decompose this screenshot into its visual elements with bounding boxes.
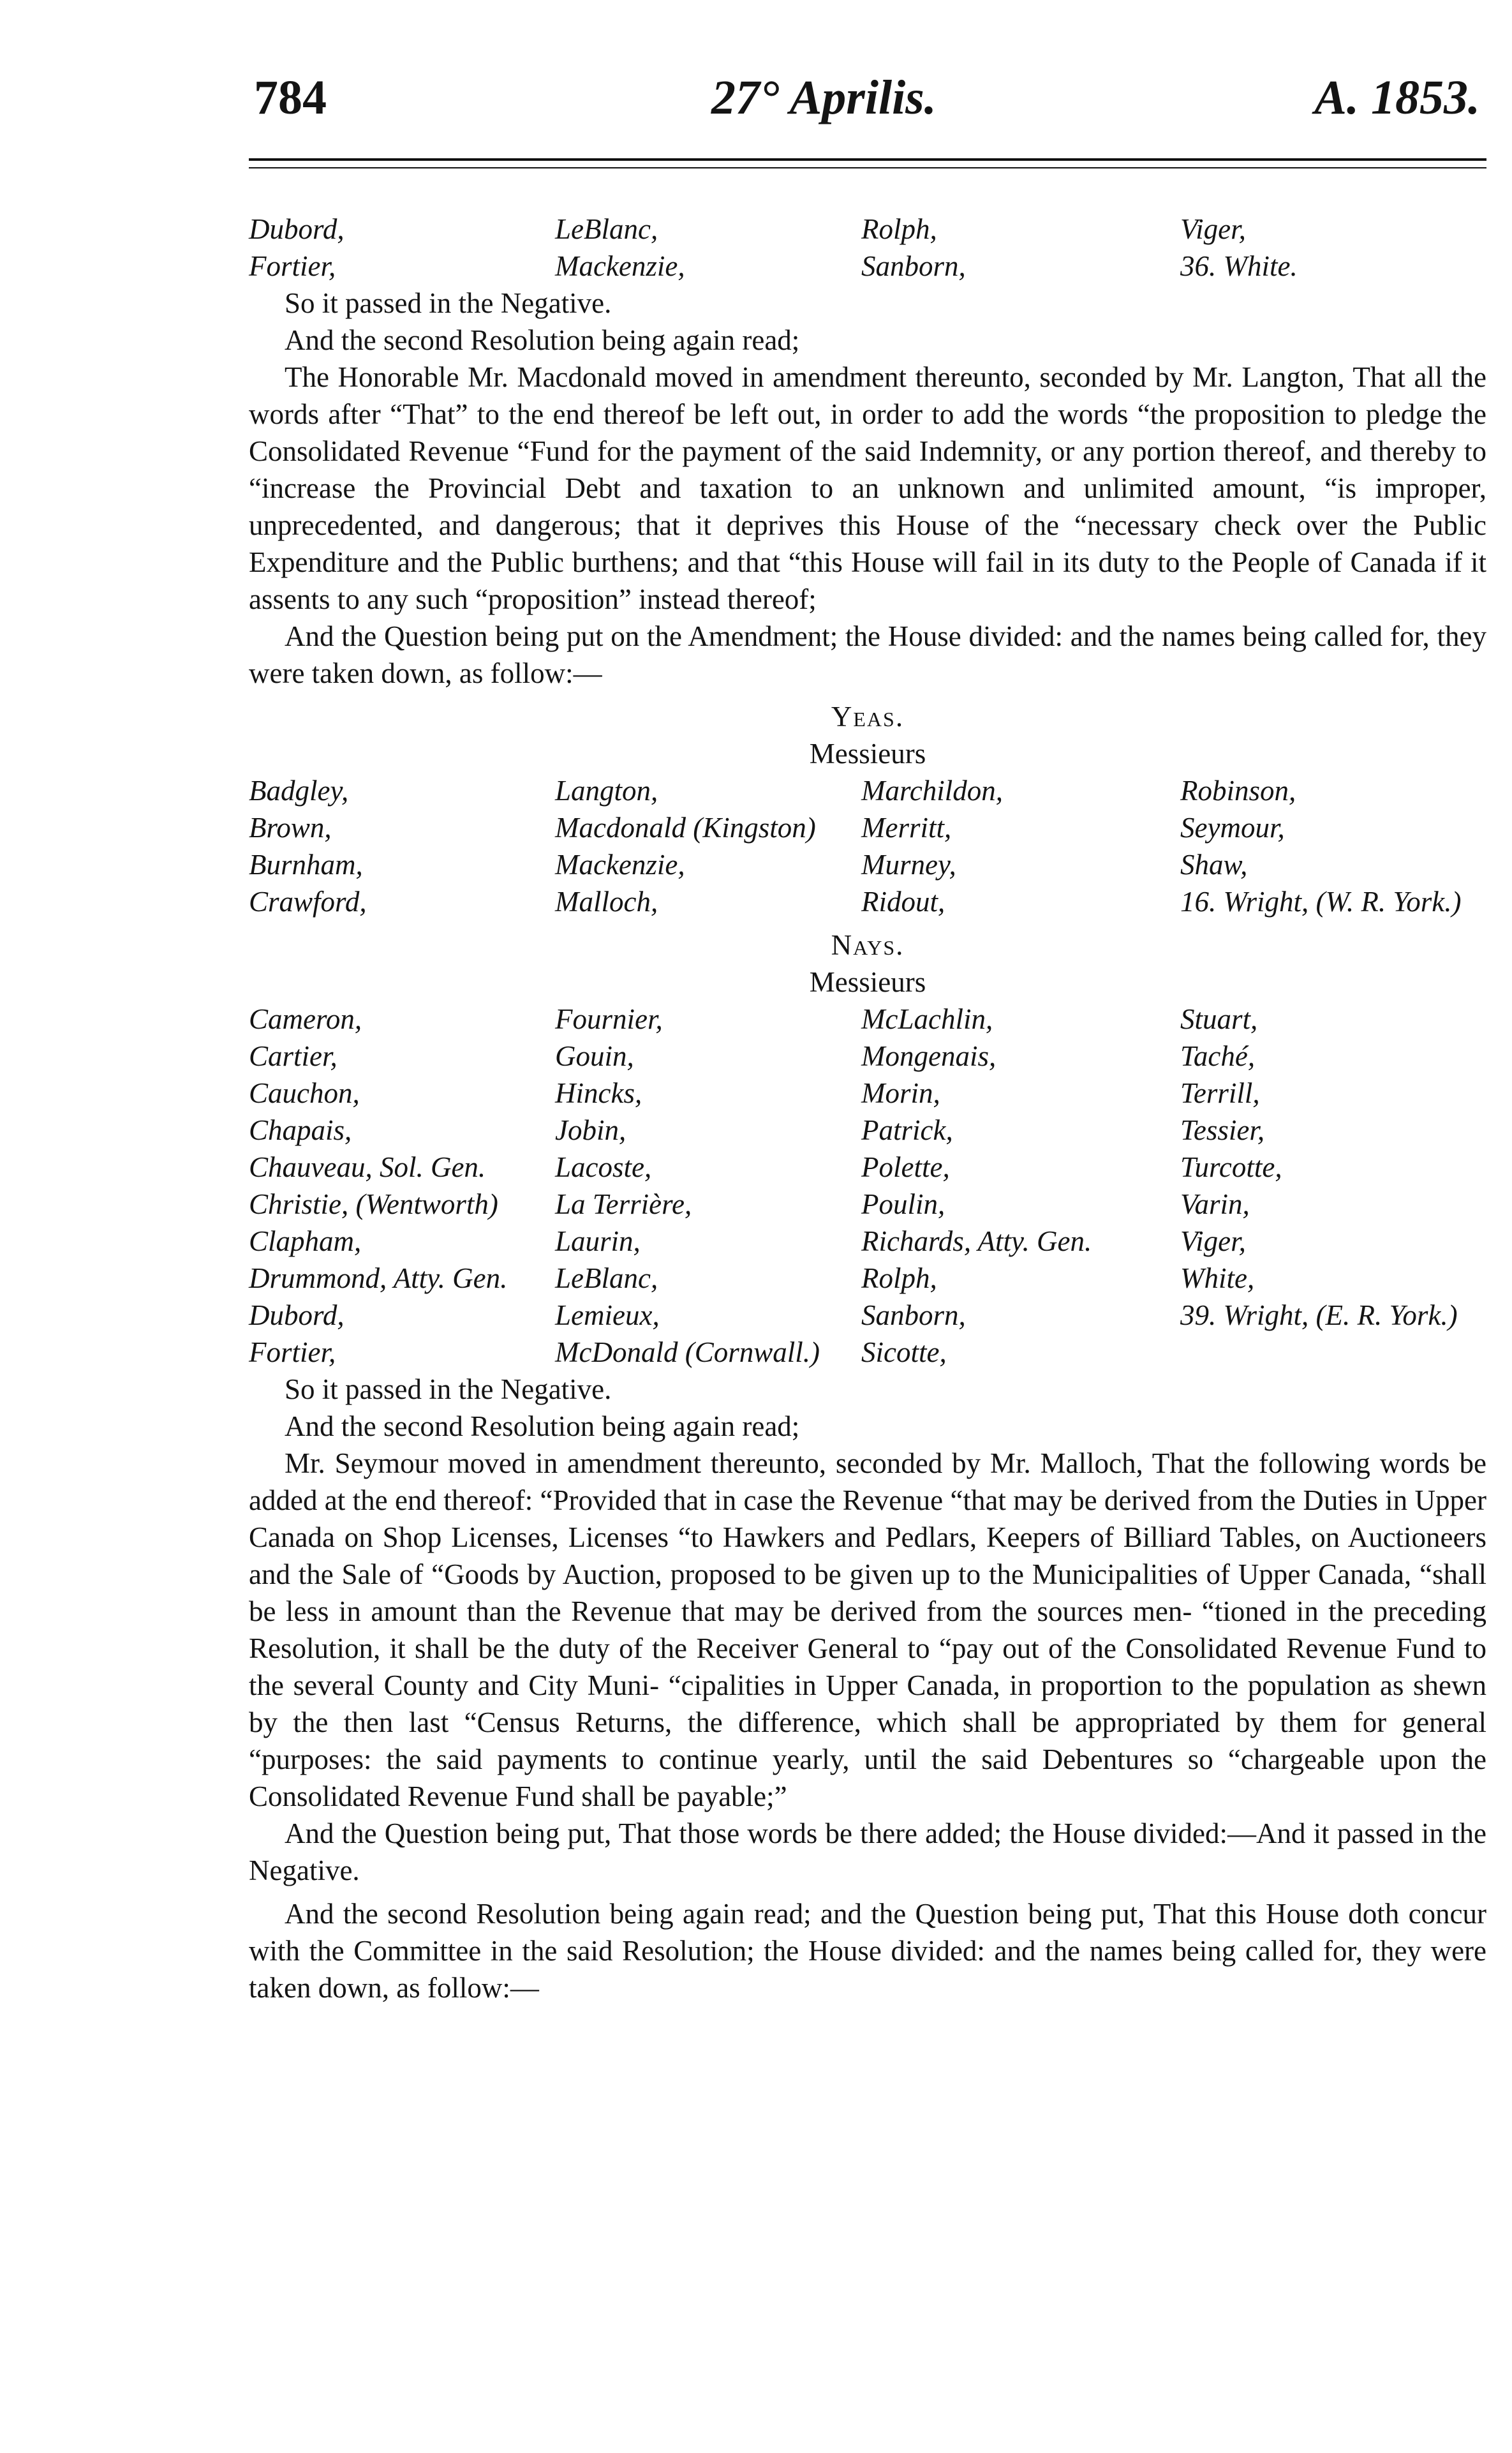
name-entry: Viger, xyxy=(1180,1225,1246,1257)
name-entry: Dubord, xyxy=(249,213,345,245)
name-entry xyxy=(1180,1334,1486,1371)
name-entry: Sicotte, xyxy=(861,1336,947,1368)
yeas-list xyxy=(249,772,1486,920)
name-entry: Patrick, xyxy=(861,1114,953,1146)
name-entry: Taché, xyxy=(1180,1040,1256,1072)
nays-list xyxy=(249,1001,1486,1371)
name-entry: Shaw, xyxy=(1180,849,1248,881)
name-entry: Viger, xyxy=(1180,213,1246,245)
paragraph-final: And the second Resolution being again read; and the Question being put, That this House doth concur with the Committee in the said Resolution; the House divided: and the names being called for, they were taken down, as follow:— xyxy=(249,1898,1486,2004)
yeas-subheading: Messieurs xyxy=(809,738,926,770)
name-entry: Drummond, Atty. Gen. xyxy=(249,1262,508,1294)
name-entry: Mackenzie, xyxy=(555,849,685,881)
name-entry: Lemieux, xyxy=(555,1299,660,1331)
name-entry: Chapais, xyxy=(249,1114,352,1146)
paragraph-negative: So it passed in the Negative. xyxy=(285,1373,612,1405)
paragraph-amendment-seymour: Mr. Seymour moved in amendment thereunto, seconded by Mr. Malloch, That the following words be added at the end thereof: “Provided that in case the Revenue “that may be derived from the Duties in Upper Canada on Shop Licenses, Licenses “to Hawkers and Pedlars, Keepers of Billiard Tables, on Auctioneers and the Sale of “Goods by Auction, proposed to be given up to the Municipalities of Upper Canada, “shall be less in amount than the Revenue that may be derived from the sources men- “tioned in the preceding Resolution, it shall be the duty of the Receiver General to “pay out of the Consolidated Revenue Fund to the several County and City Muni- “cipalities in Upper Canada, in proportion to the population as shewn by the then last “Census Returns, the difference, which shall be appropriated by them for general “purposes: the said payments to continue yearly, until the said Debentures so “chargeable upon the Consolidated Revenue Fund shall be payable;” xyxy=(249,1447,1486,1812)
name-entry: Tessier, xyxy=(1180,1114,1265,1146)
name-entry: Hincks, xyxy=(555,1077,642,1109)
paragraph-question: And the Question being put on the Amendment; the House divided: and the names being called for, they were taken down, as follow:— xyxy=(249,620,1486,689)
name-entry: Dubord, xyxy=(249,1299,345,1331)
header-date: 27° Aprilis. xyxy=(711,71,937,124)
name-entry: La Terrière, xyxy=(555,1188,692,1220)
nays-heading: Nays. xyxy=(831,929,905,961)
name-entry: McDonald (Cornwall.) xyxy=(555,1336,820,1368)
name-entry: Morin, xyxy=(861,1077,940,1109)
name-entry: Seymour, xyxy=(1180,812,1285,844)
name-entry: 39. Wright, (E. R. York.) xyxy=(1180,1299,1458,1331)
paragraph-negative: So it passed in the Negative. xyxy=(285,287,612,319)
name-entry: Malloch, xyxy=(555,886,658,918)
names-list-top xyxy=(249,211,1486,285)
name-entry: Burnham, xyxy=(249,849,363,881)
name-entry: Mackenzie, xyxy=(555,250,685,282)
name-entry: Mongenais, xyxy=(861,1040,997,1072)
name-entry: Langton, xyxy=(555,775,658,807)
header-rule xyxy=(249,158,1486,161)
name-entry: Fortier, xyxy=(249,250,336,282)
paragraph-resolution-read: And the second Resolution being again read; xyxy=(285,324,800,356)
name-entry: Polette, xyxy=(861,1151,950,1183)
name-entry: Cameron, xyxy=(249,1003,362,1035)
name-entry: Lacoste, xyxy=(555,1151,652,1183)
page-header xyxy=(249,70,1486,134)
name-entry: Richards, Atty. Gen. xyxy=(861,1225,1092,1257)
name-entry: Macdonald (Kingston) xyxy=(555,812,816,844)
name-entry: Murney, xyxy=(861,849,956,881)
name-entry: Christie, (Wentworth) xyxy=(249,1188,498,1220)
name-entry: Fortier, xyxy=(249,1336,336,1368)
name-entry: Cartier, xyxy=(249,1040,337,1072)
name-entry: Terrill, xyxy=(1180,1077,1260,1109)
name-entry: Rolph, xyxy=(861,1262,937,1294)
name-entry: Sanborn, xyxy=(861,250,966,282)
nays-subheading: Messieurs xyxy=(809,966,926,998)
name-entry: Laurin, xyxy=(555,1225,641,1257)
page-body xyxy=(249,211,1486,2006)
header-rule-thin xyxy=(249,167,1486,168)
name-entry: Marchildon, xyxy=(861,775,1004,807)
name-entry: Stuart, xyxy=(1180,1003,1258,1035)
name-entry: 36. White. xyxy=(1180,250,1298,282)
paragraph-question: And the Question being put, That those words be there added; the House divided:—And it passed in the Negative. xyxy=(249,1817,1486,1886)
name-entry: McLachlin, xyxy=(861,1003,993,1035)
yeas-heading: Yeas. xyxy=(831,701,905,733)
name-entry: Rolph, xyxy=(861,213,937,245)
name-entry: Poulin, xyxy=(861,1188,945,1220)
name-entry: Clapham, xyxy=(249,1225,362,1257)
name-entry: White, xyxy=(1180,1262,1255,1294)
name-entry: Badgley, xyxy=(249,775,349,807)
name-entry: Cauchon, xyxy=(249,1077,360,1109)
name-entry: Sanborn, xyxy=(861,1299,966,1331)
header-year: A. 1853. xyxy=(1314,71,1480,124)
name-entry: Brown, xyxy=(249,812,332,844)
name-entry: 16. Wright, (W. R. York.) xyxy=(1180,886,1462,918)
paragraph-resolution-read: And the second Resolution being again read; xyxy=(285,1410,800,1442)
name-entry: Crawford, xyxy=(249,886,367,918)
page-number: 784 xyxy=(254,71,327,124)
name-entry: Jobin, xyxy=(555,1114,626,1146)
name-entry: Ridout, xyxy=(861,886,945,918)
name-entry: LeBlanc, xyxy=(555,1262,658,1294)
name-entry: Chauveau, Sol. Gen. xyxy=(249,1151,486,1183)
name-entry: Turcotte, xyxy=(1180,1151,1282,1183)
name-entry: Merritt, xyxy=(861,812,952,844)
name-entry: Fournier, xyxy=(555,1003,663,1035)
name-entry: Varin, xyxy=(1180,1188,1250,1220)
name-entry: LeBlanc, xyxy=(555,213,658,245)
paragraph-amendment-macdonald: The Honorable Mr. Macdonald moved in amendment thereunto, seconded by Mr. Langton, That all the words after “That” to the end thereof be left out, in order to add the words “the proposition to pledge the Consolidated Revenue “Fund for the payment of the said Indemnity, or any portion thereof, and thereby to “increase the Provincial Debt and taxation to an unknown and unlimited amount, “is improper, unprecedented, and dangerous; that it deprives this House of the “necessary check over the Public Expenditure and the Public burthens; and that “this House will fail in its duty to the People of Canada if it assents to any such “proposition” instead thereof; xyxy=(249,361,1486,615)
name-entry: Gouin, xyxy=(555,1040,634,1072)
name-entry: Robinson, xyxy=(1180,775,1296,807)
